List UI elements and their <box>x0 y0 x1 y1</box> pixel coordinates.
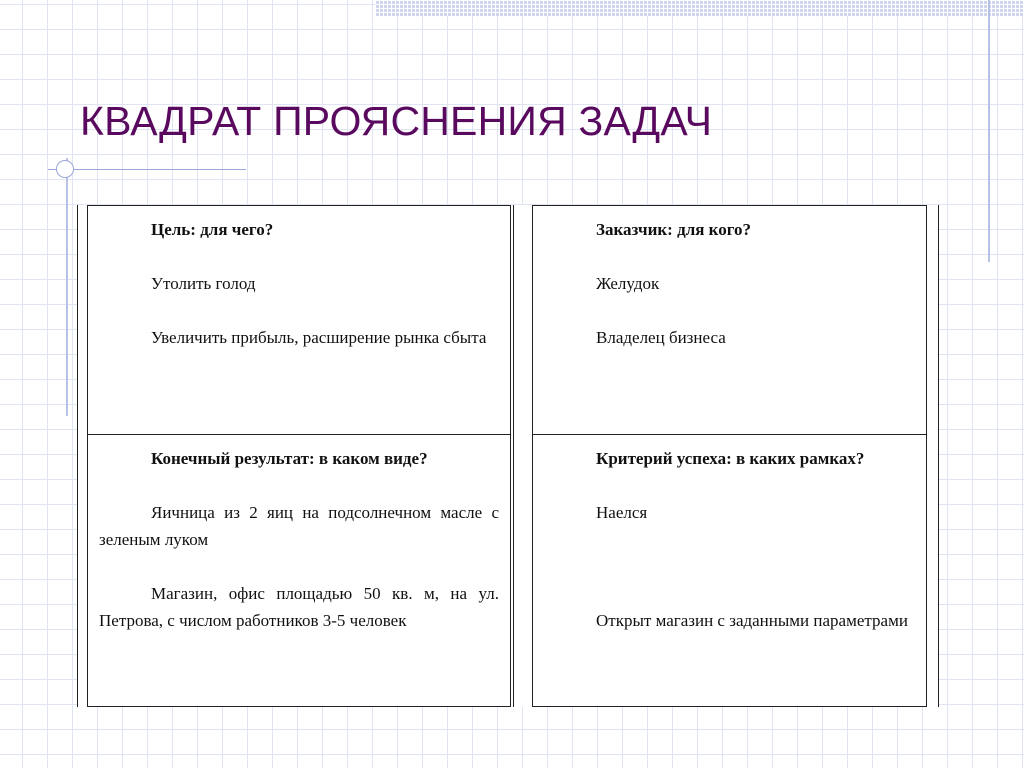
quadrant-item: Открыт магазин с заданными параметрами <box>596 611 908 630</box>
quadrant-item: Утолить голод <box>151 274 256 293</box>
quadrant-heading: Критерий успеха: в каких рамках? <box>596 449 865 468</box>
table-border <box>77 205 78 707</box>
quadrant-item: Яичница из 2 яиц на подсолнечном масле с зеленым луком <box>99 503 499 549</box>
quadrant-customer <box>532 205 927 435</box>
quadrant-heading: Цель: для чего? <box>151 220 274 239</box>
quadrant-heading: Заказчик: для кого? <box>596 220 752 239</box>
clarification-table <box>77 205 939 707</box>
quadrant-item: Наелся <box>596 503 648 522</box>
quadrant-result <box>87 434 511 707</box>
quadrant-goal <box>87 205 511 435</box>
quadrant-criterion <box>532 434 927 707</box>
quadrant-item: Увеличить прибыль, расширение рынка сбыта <box>151 328 487 347</box>
table-border <box>938 205 939 707</box>
table-border <box>513 205 514 707</box>
quadrant-item: Владелец бизнеса <box>596 328 726 347</box>
decorative-vertical-line <box>66 158 68 416</box>
slide-title: КВАДРАТ ПРОЯСНЕНИЯ ЗАДАЧ <box>80 98 713 144</box>
quadrant-heading: Конечный результат: в каком виде? <box>151 449 428 468</box>
quadrant-item: Магазин, офис площадью 50 кв. м, на ул. Петрова, с числом работников 3-5 человек <box>99 584 499 630</box>
decorative-circle-icon <box>56 160 74 178</box>
decorative-top-band <box>375 0 1024 16</box>
quadrant-item: Желудок <box>596 274 660 293</box>
decorative-vertical-line <box>988 0 990 262</box>
decorative-horizontal-line <box>48 169 246 170</box>
